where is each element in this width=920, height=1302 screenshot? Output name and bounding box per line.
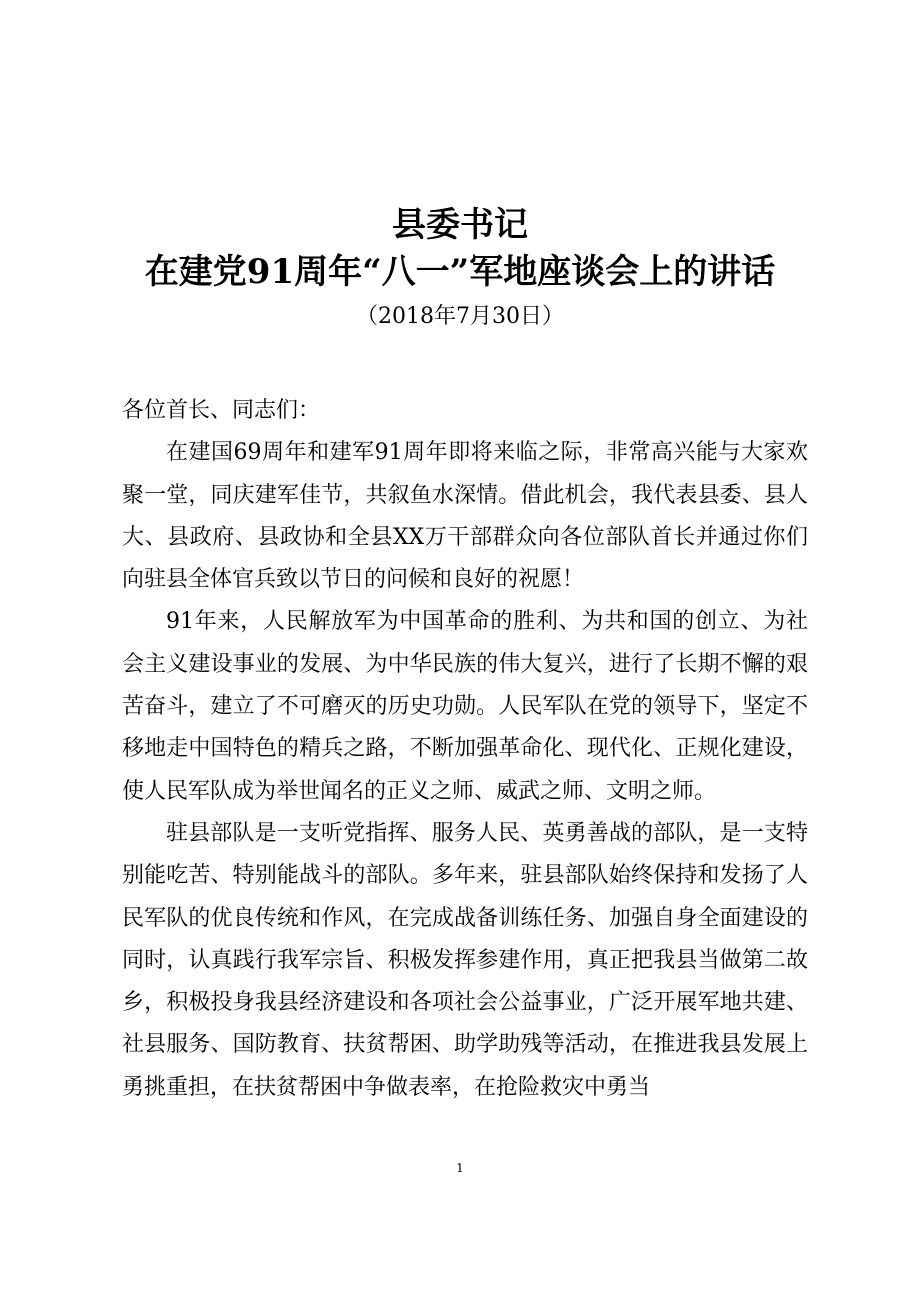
- paragraph-1: 在建国69周年和建军91周年即将来临之际，非常高兴能与大家欢聚一堂，同庆建军佳节，共叙鱼水深情。借此机会，我代表县委、县人大、县政府、县政协和全县XX万干部群众向各位部队首长并通过你们向驻县全体官兵致以节日的问候和良好的祝愿！: [122, 440, 808, 593]
- salutation: 各位首长、同志们：: [122, 398, 321, 423]
- speech-body: [122, 390, 808, 1109]
- paragraph-2: 91年来，人民解放军为中国革命的胜利、为共和国的创立、为社会主义建设事业的发展、为中华民族的伟大复兴，进行了长期不懈的艰苦奋斗，建立了不可磨灭的历史功勋。人民军队在党的领导下，坚定不移地走中国特色的精兵之路，不断加强革命化、现代化、正规化建设，使人民军队成为举世闻名的正义之师、威武之师、文明之师。: [122, 609, 808, 804]
- paragraph-3: 驻县部队是一支听党指挥、服务人民、英勇善战的部队，是一支特别能吃苦、特别能战斗的部队。多年来，驻县部队始终保持和发扬了人民军队的优良传统和作风，在完成战备训练任务、加强自身全面建设的同时，认真践行我军宗旨、积极发挥参建作用，真正把我县当做第二故乡，积极投身我县经济建设和各项社会公益事业，广泛开展军地共建、社县服务、国防教育、扶贫帮困、助学助残等活动，在推进我县发展上勇挑重担，在扶贫帮困中争做表率，在抢险救灾中勇当: [122, 820, 808, 1100]
- page-number: 1: [456, 1161, 464, 1175]
- speech-date: （2018年7月30日）: [356, 304, 564, 329]
- title-line-1: 县委书记: [392, 205, 528, 245]
- title-line-2: 在建党91周年“八一”军地座谈会上的讲话: [144, 252, 776, 292]
